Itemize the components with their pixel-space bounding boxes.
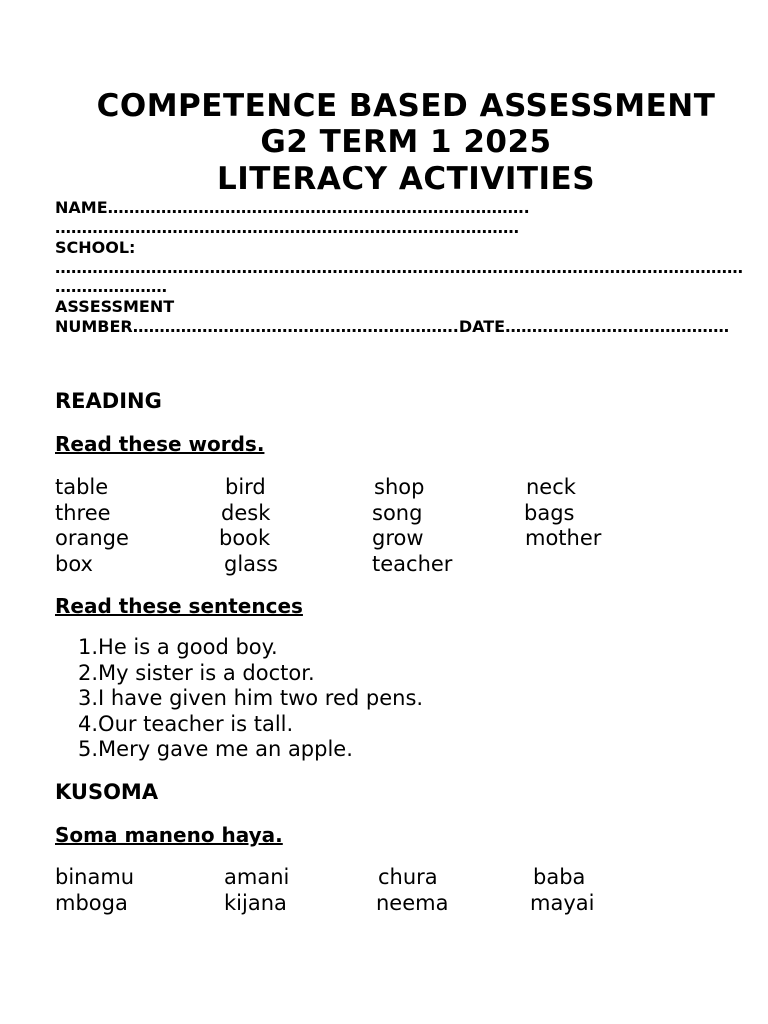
name-field [55, 198, 530, 218]
sentence-item: 4.Our teacher is tall. [78, 711, 294, 736]
word: mother [525, 526, 602, 550]
word: grow [372, 526, 424, 550]
word: neema [376, 890, 449, 915]
assessment-label [55, 297, 174, 317]
kusoma-heading: KUSOMA [55, 780, 159, 804]
read-sentences-heading: Read these sentences [55, 594, 303, 618]
title-line-2: G2 TERM 1 2025 [260, 124, 552, 160]
word: kijana [224, 890, 287, 915]
word: bags [524, 500, 575, 525]
sentence-item: 2.My sister is a doctor. [78, 660, 315, 685]
assessment-label-text: ASSESSMENT [55, 297, 175, 316]
word: amani [224, 865, 290, 889]
number-label: NUMBER [55, 317, 133, 336]
sentence-item: 3.I have given him two red pens. [78, 686, 424, 710]
reading-heading: READING [55, 389, 162, 413]
school-dots: ………………………………………………………………………………………………………………… [55, 258, 743, 277]
word: book [219, 526, 271, 550]
name-cont-dots: …………………………………………………………………………… [55, 218, 519, 237]
word: mayai [530, 890, 595, 915]
word: desk [221, 500, 271, 525]
school-label: SCHOOL: [55, 238, 136, 257]
school-field [55, 238, 135, 258]
read-words-heading: Read these words. [55, 432, 265, 456]
number-date-field [55, 317, 729, 337]
number-dots: ……………………………………………………. [132, 317, 459, 336]
word: song [372, 500, 423, 525]
title-line-3: LITERACY ACTIVITIES [216, 161, 596, 197]
name-label: NAME [55, 198, 108, 217]
word: teacher [372, 551, 453, 576]
school-continuation [55, 277, 167, 297]
word: baba [533, 865, 586, 889]
sentence-item: 5.Mery gave me an apple. [78, 737, 353, 761]
word: binamu [55, 865, 135, 889]
date-label: DATE [458, 317, 506, 336]
name-dots: ……………………………………………………………………. [107, 198, 530, 217]
sentence-list [78, 635, 423, 763]
word: box [55, 551, 93, 576]
word: glass [224, 551, 278, 576]
name-continuation [55, 218, 519, 238]
word: shop [374, 475, 425, 499]
word: table [55, 475, 109, 499]
date-dots: …………………………………… [505, 317, 730, 336]
word: orange [55, 526, 129, 550]
word: bird [225, 475, 266, 499]
word: mboga [55, 890, 128, 915]
word: three [55, 500, 111, 525]
title-line-1: COMPETENCE BASED ASSESSMENT [96, 88, 716, 124]
word: neck [526, 475, 576, 499]
word: chura [378, 865, 438, 889]
school-cont-dots: ………………… [55, 277, 167, 296]
soma-maneno-heading: Soma maneno haya. [55, 823, 283, 847]
sentence-item: 1.He is a good boy. [78, 635, 278, 659]
school-line [55, 258, 768, 278]
